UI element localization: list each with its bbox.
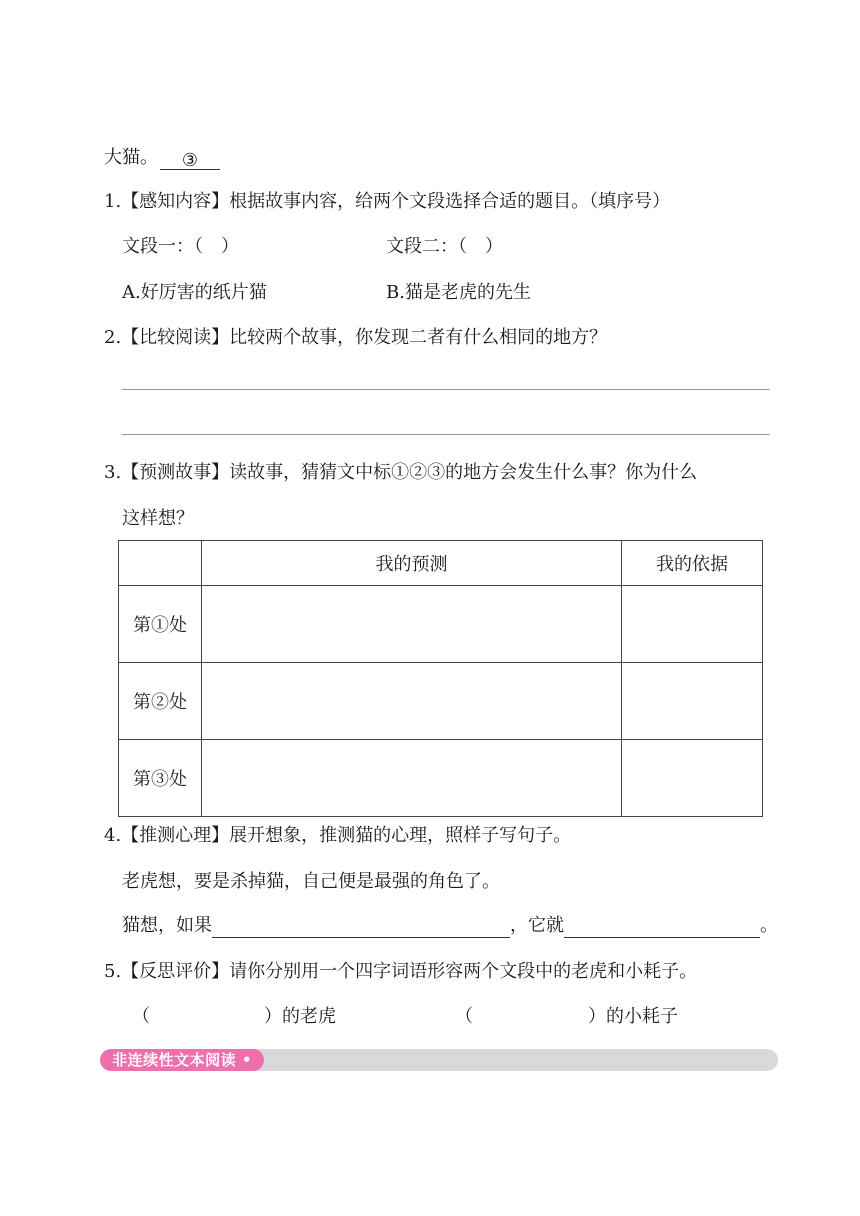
- q1-slot-2[interactable]: 文段二：（ ）: [386, 236, 503, 257]
- section-label: 非连续性文本阅读 •: [100, 1049, 264, 1071]
- intro-blank[interactable]: [160, 149, 220, 170]
- basis-cell[interactable]: [622, 740, 763, 817]
- table-header-blank: [119, 541, 202, 586]
- table-row: [119, 663, 763, 740]
- q4-blank-1[interactable]: [212, 917, 510, 938]
- q2-answer-line-2[interactable]: [122, 434, 770, 435]
- intro-line: [104, 146, 220, 170]
- q4-frame-mid: ，它就: [510, 915, 564, 936]
- q1-slot-1[interactable]: 文段一：（ ）: [122, 236, 239, 257]
- intro-blank-mark: ③: [181, 150, 199, 171]
- q2-answer-line-1[interactable]: [122, 389, 770, 390]
- row-label: 第②处: [119, 663, 202, 740]
- q1-option-a: A.好厉害的纸片猫: [122, 282, 267, 303]
- basis-cell[interactable]: [622, 663, 763, 740]
- q1-option-b: B.猫是老虎的先生: [386, 282, 531, 303]
- table-header-row: [119, 541, 763, 586]
- q4-sentence-frame: [122, 914, 778, 938]
- prediction-table: [118, 540, 763, 817]
- q4-blank-2[interactable]: [564, 917, 760, 938]
- prediction-cell[interactable]: [202, 586, 622, 663]
- q5-close-1: ）的老虎: [264, 1006, 336, 1027]
- q3-prompt-line-2: 这样想？: [122, 508, 194, 529]
- basis-cell[interactable]: [622, 586, 763, 663]
- intro-text: 大猫。: [104, 147, 158, 168]
- table-header-basis: 我的依据: [622, 541, 763, 586]
- q4-frame-start: 猫想，如果: [122, 915, 212, 936]
- q5-blank-1[interactable]: [148, 1005, 260, 1027]
- q5-open-1: （: [132, 1006, 150, 1027]
- table-row: [119, 586, 763, 663]
- row-label: 第③处: [119, 740, 202, 817]
- prediction-cell[interactable]: [202, 663, 622, 740]
- q1-prompt: 1.【感知内容】根据故事内容，给两个文段选择合适的题目。（填序号）: [104, 191, 671, 212]
- q4-frame-end: 。: [760, 915, 778, 936]
- q4-example: 老虎想，要是杀掉猫，自己便是最强的角色了。: [122, 871, 500, 892]
- q5-prompt: 5.【反思评价】请你分别用一个四字词语形容两个文段中的老虎和小耗子。: [104, 961, 698, 982]
- q5-open-2: （: [455, 1006, 473, 1027]
- q2-prompt: 2.【比较阅读】比较两个故事，你发现二者有什么相同的地方？: [104, 327, 608, 348]
- q5-blank-2[interactable]: [472, 1005, 584, 1027]
- row-label: 第①处: [119, 586, 202, 663]
- prediction-cell[interactable]: [202, 740, 622, 817]
- q3-prompt-line-1: 3.【预测故事】读故事，猜猜文中标①②③的地方会发生什么事？你为什么: [104, 462, 698, 483]
- q4-prompt: 4.【推测心理】展开想象，推测猫的心理，照样子写句子。: [104, 825, 572, 846]
- table-header-prediction: 我的预测: [202, 541, 622, 586]
- q5-close-2: ）的小耗子: [588, 1006, 678, 1027]
- table-row: [119, 740, 763, 817]
